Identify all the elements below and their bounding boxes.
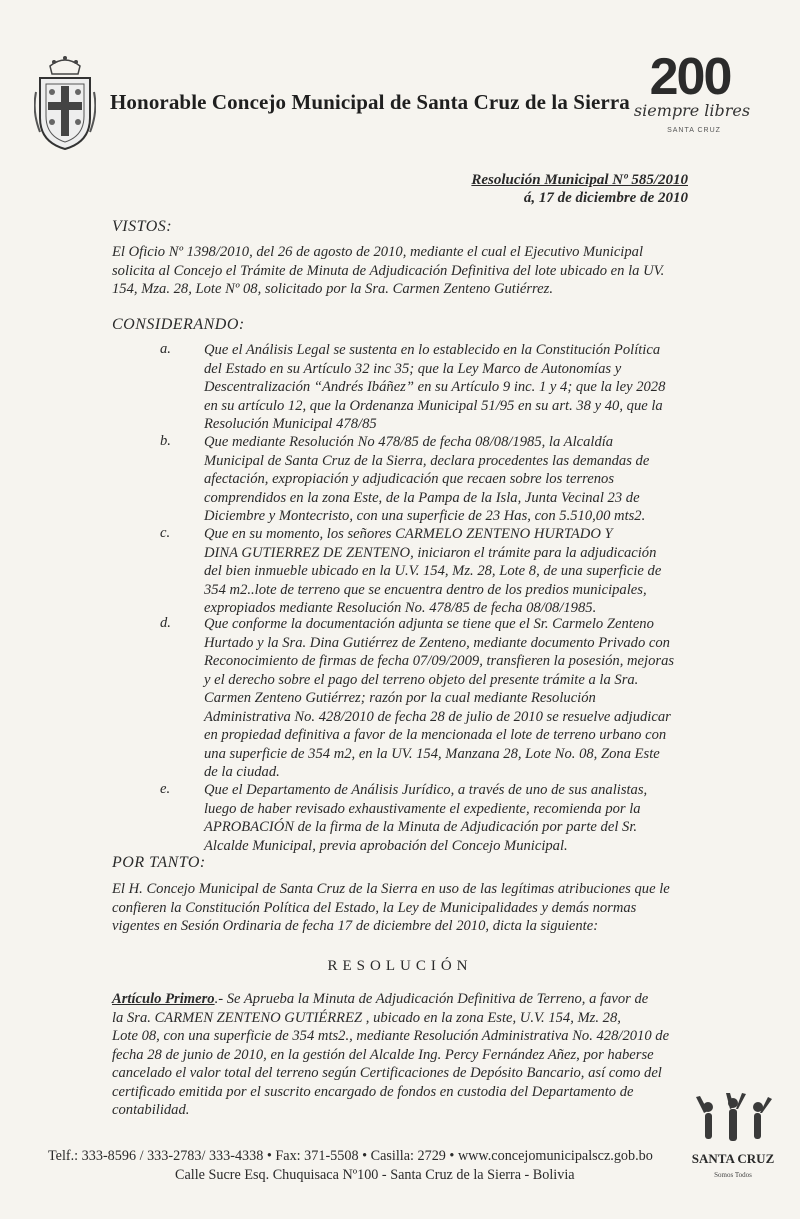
page-title: Honorable Concejo Municipal de Santa Cruz de la Sierra <box>110 90 630 114</box>
text-line: Que el Análisis Legal se sustenta en lo establecido en la Constitución Política <box>204 342 661 358</box>
footer-address: Calle Sucre Esq. Chuquisaca Nº100 - Santa Cruz de la Sierra - Bolivia <box>175 1167 575 1183</box>
text-line: El Oficio Nº 1398/2010, del 26 de agosto de 2010, mediante el cual el Ejecutivo Municipal <box>112 244 644 260</box>
text-line: cancelado el valor total del terreno según Certificaciones de Depósito Bancario, así como del <box>112 1065 662 1081</box>
text-line: 154, Mza. 28, Lote Nº 08, solicitado por la Sra. Carmen Zenteno Gutiérrez. <box>112 281 553 297</box>
text-line: de la ciudad. <box>204 764 280 780</box>
text-line: del Estado en su Artículo 32 inc 35; que la Ley Marco de Autonomías y <box>204 360 622 377</box>
text-line: Carmen Zenteno Gutiérrez; razón por la cual mediante Resolución <box>204 690 596 706</box>
text-line: contabilidad. <box>112 1102 190 1118</box>
text-line <box>112 990 690 1009</box>
logo-tagline: siempre libres <box>633 101 751 120</box>
text-line: Que conforme la documentación adjunta se tiene que el Sr. Carmelo Zenteno <box>204 616 654 632</box>
item-letter-d: d. <box>160 615 171 631</box>
text-line: APROBACIÓN de la firma de la Minuta de Adjudicación por parte del Sr. <box>204 819 638 835</box>
text-line: Alcalde Municipal, previa aprobación del Concejo Municipal. <box>204 837 568 854</box>
item-letter-b: b. <box>160 433 171 449</box>
resolution-date: á, 17 de diciembre de 2010 <box>523 190 688 206</box>
text-line: Que en su momento, los señores CARMELO ZENTENO HURTADO Y <box>204 526 613 542</box>
logo-title: SANTA CRUZ <box>691 1151 775 1166</box>
text-line: una superficie de 354 m2, en la UV. 154, Manzana 28, Lote No. 08, Zona Este <box>204 745 660 762</box>
text-line: la Sra. CARMEN ZENTENO GUTIÉRREZ , ubicado en la zona Este, U.V. 154, Mz. 28, <box>112 1009 621 1026</box>
footer-contact: Telf.: 333-8596 / 333-2783/ 333-4338 • Fax: 371-5508 • Casilla: 2729 • www.concejomunicipalscz.gob.bo <box>48 1148 653 1164</box>
text-line: 354 m2..lote de terreno que se encuentra dentro de los predios municipales, <box>204 581 647 598</box>
santa-cruz-logo <box>690 1093 776 1189</box>
por-tanto-paragraph <box>112 880 690 936</box>
text-line: del bien inmueble ubicado en la U.V. 154, Mz. 28, Lote 8, de una superficie de <box>204 563 662 579</box>
resolucion-heading: RESOLUCIÓN <box>327 958 473 974</box>
text-line: Diciembre y Montecristo, con una superficie de 23 Has, con 5.510,00 mts2. <box>204 508 646 524</box>
text-line: solicita al Concejo el Trámite de Minuta de Adjudicación Definitiva del lote ubicado en la UV. <box>112 262 665 279</box>
text-line: Administrativa No. 428/2010 de fecha 28 de julio de 2010 se resuelve adjudicar <box>204 708 671 725</box>
logo-subtext: SANTA CRUZ <box>667 127 721 134</box>
text-line: en propiedad definitiva a favor de la mencionada el lote de terreno urbano con <box>204 727 667 743</box>
considerando-item-c <box>204 525 690 618</box>
por-tanto-heading: POR TANTO: <box>112 854 206 871</box>
text-line: luego de haber revisado exhaustivamente el expediente, recomienda por la <box>204 800 641 817</box>
text-line: confieren la Constitución Política del Estado, la Ley de Municipalidades y demás normas <box>112 899 637 916</box>
text-line: Que mediante Resolución No 478/85 de fecha 08/08/1985, la Alcaldía <box>204 434 614 450</box>
text-line: Que el Departamento de Análisis Jurídico, a través de uno de sus analistas, <box>204 782 648 798</box>
text-line: comprendidos en la zona Este, de la Pampa de la Isla, Junta Vecinal 23 de <box>204 489 640 506</box>
bicentennial-logo <box>622 50 762 140</box>
considerando-item-b <box>204 433 690 526</box>
text-line: certificado emitida por el suscrito encargado de fondos en custodia del Departamento de <box>112 1083 634 1100</box>
vistos-paragraph <box>112 243 690 299</box>
text-line: Municipal de Santa Cruz de la Sierra, declara procedentes las demandas de <box>204 452 650 469</box>
considerando-item-e <box>204 781 690 855</box>
considerando-item-d <box>204 615 690 782</box>
text-line: en su artículo 12, que la Ordenanza Municipal 51/95 en su art. 38 y 40, que la <box>204 397 663 414</box>
item-letter-c: c. <box>160 525 171 541</box>
considerando-heading: CONSIDERANDO: <box>112 316 245 333</box>
vistos-heading: VISTOS: <box>112 218 173 235</box>
text-line: fecha 28 de junio de 2010, en la gestión del Alcalde Ing. Percy Fernández Añez, por haberse <box>112 1046 654 1063</box>
text-line: Hurtado y la Sra. Dina Gutiérrez de Zenteno, mediante documento Privado con <box>204 634 670 651</box>
coat-of-arms-icon <box>34 52 96 152</box>
text-line: Lote 08, con una superficie de 354 mts2., mediante Resolución Administrativa No. 428/2010 de <box>112 1028 670 1044</box>
text-line: afectación, expropiación y adjudicación que recaen sobre los terrenos <box>204 471 615 487</box>
text-line: vigentes en Sesión Ordinaria de fecha 17 de diciembre del 2010, dicta la siguiente: <box>112 918 599 934</box>
logo-number: 200 <box>649 50 731 106</box>
text-line: El H. Concejo Municipal de Santa Cruz de la Sierra en uso de las legítimas atribuciones que le <box>112 881 670 897</box>
text-line: DINA GUTIERREZ DE ZENTENO, iniciaron el trámite para la adjudicación <box>204 544 657 561</box>
articulo-primero-paragraph <box>112 990 690 1120</box>
articulo-first-line: .- Se Aprueba la Minuta de Adjudicación Definitiva de Terreno, a favor de <box>214 991 649 1007</box>
item-letter-a: a. <box>160 341 171 357</box>
resolution-number: Resolución Municipal Nº 585/2010 <box>471 172 688 188</box>
text-line: expropiados mediante Resolución No. 478/85 de fecha 08/08/1985. <box>204 600 597 616</box>
text-line: Descentralización “Andrés Ibáñez” en su Artículo 9 inc. 1 y 4; que la ley 2028 <box>204 379 666 395</box>
articulo-label: Artículo Primero <box>112 991 215 1007</box>
text-line: Resolución Municipal 478/85 <box>204 416 377 432</box>
text-line: Reconocimiento de firmas de fecha 07/09/2009, transfieren la posesión, mejoras <box>204 653 675 669</box>
logo-subtitle: Somos Todos <box>714 1171 752 1179</box>
considerando-item-a <box>204 341 690 434</box>
text-line: y el derecho sobre el pago del terreno objeto del presente trámite a la Sra. <box>204 671 639 688</box>
item-letter-e: e. <box>160 781 171 797</box>
